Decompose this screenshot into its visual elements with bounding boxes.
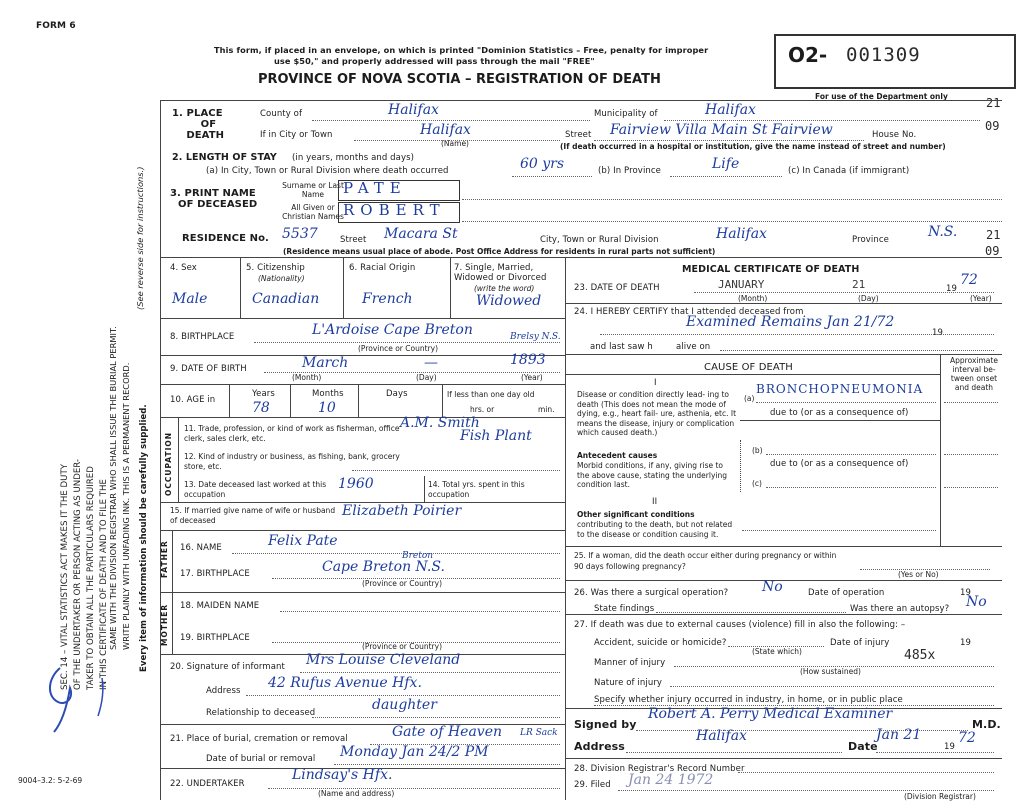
stay-province-line [670,176,782,177]
row-divider-17 [160,592,565,593]
birthplace-extra: Brelsy N.S. [510,332,561,342]
age-div-1 [229,384,230,417]
burial-place-label: 21. Place of burial, cremation or removal [170,734,348,744]
cause-title-divider [565,374,940,375]
other-conditions-label: contributing to the death, but not related to the disease or condition causing it. [577,520,733,539]
autopsy-value: No [966,594,987,610]
industry-line [352,470,560,471]
sex-value: Male [172,291,208,307]
physician-address-label: Address [574,740,625,753]
father-birthplace-label: 17. BIRTHPLACE [180,569,250,579]
burial-date-line [334,764,560,765]
street-line [594,140,864,141]
antecedent-title: Antecedent causes [577,451,658,460]
due-to-a: due to (or as a consequence of) [770,408,909,418]
yes-no-note: (Yes or No) [898,570,939,579]
form-title: PROVINCE OF NOVA SCOTIA – REGISTRATION OF DEATH [258,72,661,87]
father-name-value: Felix Pate [268,533,338,549]
residence-number: 5537 [282,226,318,242]
undertaker-line [268,788,560,789]
dod-day: 21 [852,278,866,291]
signed-by-label: Signed by [574,718,637,731]
row-divider-8 [160,355,565,356]
months-label: Months [312,389,344,399]
given-line [462,221,1002,222]
birthplace-label: 8. BIRTHPLACE [170,332,235,342]
signed-date-label: Date [848,740,878,753]
row-divider-23 [565,303,1002,304]
age-years: 78 [252,400,270,416]
city-line [354,140,560,141]
physician-signature: Robert A. Perry Medical Examiner [648,706,893,722]
cause-c-line [766,487,936,488]
hospital-note: (If death occurred in a hospital or institution, give the name instead of street and number) [560,142,946,151]
side-instruction-4: IN THIS CERTIFICATE OF DEATH AND TO FILE THE [99,479,109,690]
medical-title: MEDICAL CERTIFICATE OF DEATH [682,264,860,275]
last-worked-label: 13. Date deceased last worked at this occupation [184,480,327,499]
division-registrar-note: (Division Registrar) [904,792,976,801]
birthplace-value: L'Ardoise Cape Breton [312,322,473,338]
address-line [626,752,842,753]
injury-code: 485x [904,648,936,663]
racial-origin-value: French [362,291,413,307]
mother-maiden-label: 18. MAIDEN NAME [180,601,260,611]
mother-birthplace-note: (Province or Country) [362,642,442,651]
municipality-label: Municipality of [594,109,658,119]
stay-city-line [512,176,592,177]
accident-label: Accident, suicide or homicide? [594,638,727,648]
stay-city-value: 60 yrs [520,156,565,172]
department-use-label: For use of the Department only [815,92,948,101]
informant-label: 20. Signature of informant [170,662,285,672]
filed-label: 29. Filed [574,780,611,790]
interval-label: Approximate interval be- tween onset and death [950,356,998,392]
burial-place: Gate of Heaven [392,724,503,740]
part-one-label: I [654,378,657,388]
record-number-label: 28. Division Registrar's Record Number [574,764,745,774]
dob-day: — [424,355,438,371]
municipality-value: Halifax [705,102,756,118]
row-divider-cause [565,546,1002,547]
certify-year-19: 19 [932,328,944,338]
operation-date-label: Date of operation [808,588,885,598]
form-number: FORM 6 [36,21,76,31]
dept-code-2: 09 [985,119,1000,133]
how-sustained-note: (How sustained) [800,667,861,676]
city-name-note: (Name) [441,139,469,148]
interval-c-line [944,487,998,488]
row-divider-26 [565,614,1002,615]
father-birthplace-extra: Breton [402,551,434,561]
given-name-label: All Given or Christian Names [282,203,344,221]
manner-label: Manner of injury [594,658,666,668]
length-of-stay-label: 2. LENGTH OF STAY [172,152,277,163]
citizenship-label: 5. Citizenship [246,263,305,273]
residence-province-label: Province [852,235,889,245]
last-saw-line [720,350,994,351]
cause-b-label: (b) [752,446,763,455]
trade-value: A.M. Smith [400,415,480,431]
alive-on-label: alive on [676,342,711,352]
of-deceased-label: OF DECEASED [178,199,258,210]
cause-a-line [756,402,936,403]
county-value: Halifax [388,102,439,118]
burial-place-line [370,744,560,745]
place-of-death-label: 1. PLACE OF DEATH [172,108,225,141]
mother-side-line [172,592,173,654]
relationship-label: Relationship to deceased [206,708,316,718]
cause-a-label: (a) [744,394,755,403]
age-div-4 [442,384,443,417]
mail-notice-1: This form, if placed in an envelope, on which is printed "Dominion Statistics – Free, penalty for improper [214,45,709,55]
mother-side-label: MOTHER [160,603,169,646]
industry-label: 12. Kind of industry or business, as fishing, bank, grocery store, etc. [184,452,400,471]
certify-value: Examined Remains Jan 21/72 [686,314,895,330]
dod-day-note: (Day) [858,294,879,303]
dod-line [694,292,994,293]
occupation-div [424,476,425,502]
occupation-side-label: OCCUPATION [164,431,173,496]
father-birthplace-value: Cape Breton N.S. [322,559,445,575]
father-birthplace-note: (Province or Country) [362,579,442,588]
interval-a-line [944,402,998,403]
row-divider-20 [160,724,565,725]
informant-line [300,672,560,673]
residence-city-label: City, Town or Rural Division [540,235,659,245]
signed-year: 72 [958,730,976,746]
cause-b-line [766,454,936,455]
birthplace-line [254,342,560,343]
reverse-side-note: (See reverse side for instructions.) [135,166,145,310]
due-to-b: due to (or as a consequence of) [770,459,909,469]
row-divider-25 [565,580,1002,581]
certify-line [600,334,994,335]
injury-date-label: Date of injury [830,638,890,648]
nature-label: Nature of injury [594,678,663,688]
burial-date-label: Date of burial or removal [206,754,316,764]
dod-month: JANUARY [718,278,765,291]
divider-upper [160,257,1002,258]
mother-birthplace-label: 19. BIRTHPLACE [180,633,250,643]
registration-prefix: O2- [788,43,828,67]
row-divider-4 [160,318,565,319]
state-which-note: (State which) [752,647,802,656]
house-label: House No. [872,130,917,140]
informant-address-line [246,695,560,696]
years-label: Years [252,389,275,399]
informant-address: 42 Rufus Avenue Hfx. [268,675,422,691]
col-div-6 [450,257,451,318]
age-months: 10 [318,400,336,416]
surgery-question: 26. Was there a surgical operation? [574,588,729,598]
trade-value-2: Fish Plant [460,428,532,444]
date-line [876,752,994,753]
other-conditions-line [742,530,936,531]
sex-label: 4. Sex [170,263,197,273]
dob-month: March [302,355,349,371]
dod-year-note: (Year) [970,294,992,303]
relationship-line [312,717,560,718]
antecedent-bracket [740,440,741,492]
burial-place-extra: LR Sack [520,728,558,738]
handwritten-mark [30,660,140,740]
state-findings-label: State findings [594,604,655,614]
dod-year-prefix: 19 [946,284,958,294]
county-label: County of [260,109,303,119]
row-divider-9 [160,384,565,385]
occupation-side-line [178,417,179,502]
part-two-label: II [652,497,658,507]
stay-province-label: (b) In Province [598,166,661,176]
less-than-day-label: If less than one day old [447,390,535,399]
stay-canada-label: (c) In Canada (if immigrant) [788,166,910,176]
hrs-label: hrs. or [470,405,495,414]
age-div-2 [290,384,291,417]
age-div-3 [358,384,359,417]
col-div-5 [343,257,344,318]
racial-origin-label: 6. Racial Origin [349,263,416,273]
signed-date: Jan 21 [876,727,922,743]
days-label: Days [386,389,408,399]
other-conditions-title: Other significant conditions [577,510,695,519]
interval-column-line [940,354,941,546]
relationship-value: daughter [372,697,437,713]
row-divider-24 [565,354,1002,355]
given-name-value: ROBERT [343,201,446,219]
record-number-line [738,772,994,773]
last-worked-value: 1960 [338,476,374,492]
antecedent-label: Morbid conditions, if any, giving rise to the above cause, stating the underlying condition last. [577,461,727,489]
md-label: M.D. [972,718,1001,731]
birthplace-note: (Province or Country) [358,344,438,353]
external-causes-question: 27. If death was due to external causes (violence) fill in also the following: – [574,620,906,630]
residence-label: RESIDENCE No. [182,233,269,244]
dept-code-1: 21 [986,96,1001,110]
injury-year-19: 19 [960,638,972,648]
row-divider-sign [565,758,1002,759]
interval-b-line [944,454,998,455]
father-name-label: 16. NAME [180,543,222,553]
dod-month-note: (Month) [738,294,768,303]
informant-signature: Mrs Louise Cleveland [306,652,461,668]
certify-label: 24. I HEREBY CERTIFY that I attended deceased from [574,307,804,317]
marital-status-label: 7. Single, Married, Widowed or Divorced [454,263,547,283]
print-name-label: 3. PRINT NAME [170,188,256,199]
dod-label: 23. DATE OF DEATH [574,283,660,293]
residence-city: Halifax [716,226,767,242]
undertaker-label: 22. UNDERTAKER [170,779,245,789]
residence-street-label: Street [340,235,367,245]
surname-label: Surname or Last Name [282,181,344,199]
registration-number: 001309 [846,44,921,66]
father-name-line [232,553,560,554]
dept-code-3: 21 [986,228,1001,242]
undertaker-note: (Name and address) [318,789,395,798]
city-value: Halifax [420,122,471,138]
physician-address: Halifax [696,728,747,744]
last-saw-label: and last saw h [590,342,653,352]
form-top-border [160,100,1002,101]
street-label: Street [565,130,592,140]
trade-label: 11. Trade, profession, or kind of work as fisherman, office clerk, sales clerk, etc. [184,424,400,443]
total-years-label: 14. Total yrs. spent in this occupation [428,480,525,499]
pregnancy-question: 25. If a woman, did the death occur either during pregnancy or within 90 days following pregnancy? [574,551,837,571]
immediate-cause-label: Disease or condition directly lead- ing to death (This does not mean the mode of dying, e.g., heart fail- ure, asthenia, etc. It means the disease, injury or complication which caused death.) [577,390,737,437]
cause-c-label: (c) [752,479,762,488]
row-divider-15 [160,530,565,531]
operation-year-19: 19 [960,588,972,598]
dob-year-note: (Year) [521,373,543,382]
signed-year-prefix: 19 [944,742,956,752]
surgery-value: No [762,579,783,595]
side-instruction-1: SEC. 14 – VITAL STATISTICS ACT MAKES IT THE DUTY [60,464,70,690]
residence-street: Macara St [384,226,458,242]
form-left-border [160,100,161,800]
cause-a-rule [740,420,940,421]
findings-line [656,612,846,613]
dob-month-note: (Month) [292,373,322,382]
specify-label: Specify whether injury occurred in industry, in home, or in public place [594,695,903,705]
father-side-label: FATHER [160,540,169,578]
surname-value: PATE [343,179,407,197]
mail-notice-2: use $50," and properly addressed will pass through the mail "FREE" [274,56,595,66]
row-divider-10 [160,417,565,418]
residence-province: N.S. [928,224,958,240]
dod-year: 72 [960,272,978,288]
county-line [312,120,590,121]
age-label: 10. AGE in [170,395,216,405]
marital-status-value: Widowed [476,293,542,309]
mother-maiden-line [280,611,560,612]
form-code: 9004–3.2: 5-2-69 [18,776,83,785]
stay-province-value: Life [712,156,740,172]
autopsy-question: Was there an autopsy? [850,604,950,614]
dob-day-note: (Day) [416,373,437,382]
undertaker-name: Lindsay's Hfx. [292,767,393,783]
municipality-line [664,120,980,121]
cause-title: CAUSE OF DEATH [704,362,793,373]
nationality-label: (Nationality) [258,274,305,283]
spouse-label: 15. If married give name of wife or husband of deceased [170,506,336,525]
column-divider [565,257,566,800]
street-value: Fairview Villa Main St Fairview [610,122,833,138]
dob-label: 9. DATE OF BIRTH [170,364,247,374]
informant-address-label: Address [206,686,241,696]
side-instruction-6: WRITE PLAINLY WITH UNFADING INK. THIS IS A PERMANENT RECORD. [121,362,131,650]
dob-year: 1893 [510,352,546,368]
spouse-value: Elizabeth Poirier [342,503,462,519]
every-item-note: Every item of information should be carefully supplied. [139,404,149,672]
burial-date: Monday Jan 24/2 PM [340,744,489,760]
marital-note: (write the word) [474,284,535,293]
father-side-line [172,530,173,592]
residence-note: (Residence means usual place of abode. Post Office Address for residents in rural parts not sufficient) [283,247,716,256]
surname-line [462,199,1002,200]
side-instruction-2: OF THE UNDERTAKER OR PERSON ACTING AS UNDER- [73,459,83,690]
nature-line [670,686,994,687]
cause-a-value: BRONCHOPNEUMONIA [756,382,924,396]
filed-stamp: Jan 24 1972 [628,772,714,788]
stay-city-label: (a) In City, Town or Rural Division where death occurred [206,166,449,176]
citizenship-value: Canadian [252,291,320,307]
city-label: If in City or Town [260,130,333,140]
side-instruction-3: TAKER TO OBTAIN ALL THE PARTICULARS REQUIRED [86,466,96,690]
col-div-4 [240,257,241,318]
dept-code-4: 09 [985,244,1000,258]
filed-line [618,790,994,791]
min-label: min. [538,405,555,414]
length-units-note: (in years, months and days) [292,153,415,163]
side-instruction-5: SAME WITH THE DIVISION REGISTRAR WHO SHALL ISSUE THE BURIAL PERMIT. [108,326,118,650]
